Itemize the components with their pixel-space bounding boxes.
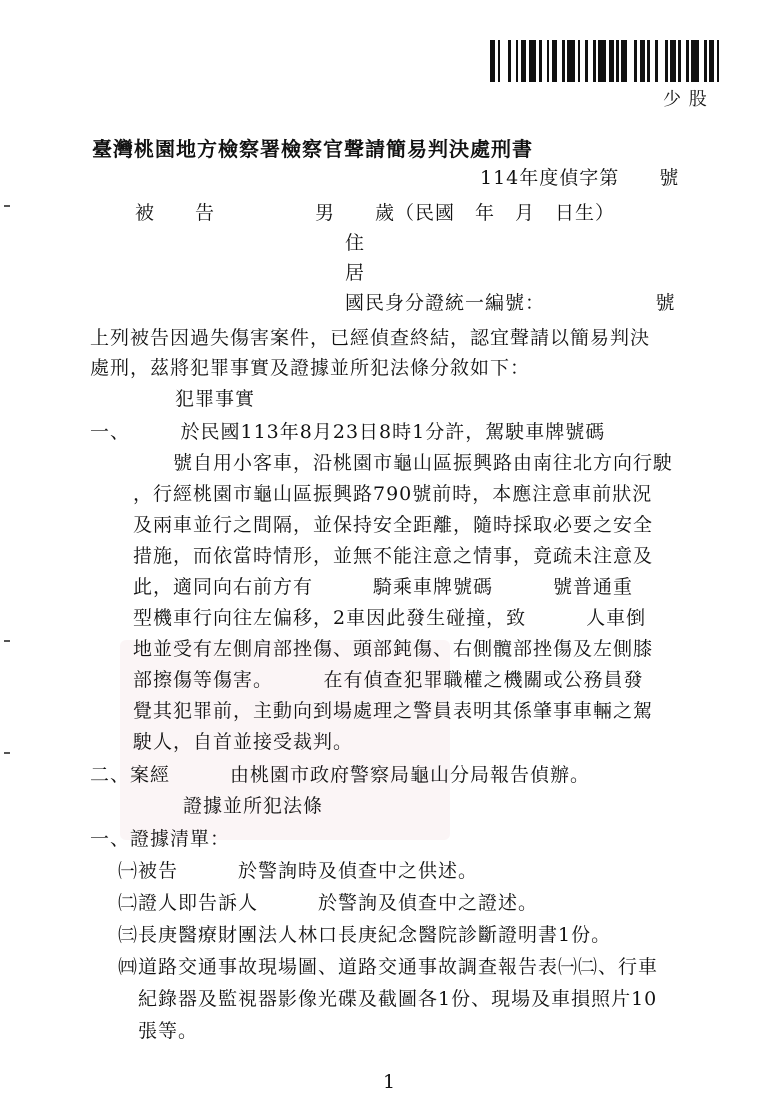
defendant-line: 被 告 男 歲（民國 年 月 日生） (135, 202, 616, 224)
fact-line: 號自用小客車，沿桃園市龜山區振興路由南往北方向行駛 (133, 452, 674, 474)
fact-line: 覺其犯罪前，主動向到場處理之警員表明其係肇事車輛之駕 (133, 700, 654, 722)
fact-line: 地並受有左側肩部挫傷、頭部鈍傷、右側髖部挫傷及左側膝 (133, 638, 654, 660)
fact-line: ，行經桃園市龜山區振興路790號前時，本應注意車前狀況 (133, 483, 653, 505)
barcode-bar (627, 40, 635, 82)
barcode-bar (719, 40, 724, 82)
fact-paragraph-2: 二、案經 由桃園市政府警察局龜山分局報告偵辦。 (90, 764, 591, 786)
fact-line: 及兩車並行之間隔，並保持安全距離，隨時採取必要之安全 (133, 514, 654, 536)
fact-line: 措施，而依當時情形，並無不能注意之情事，竟疏未注意及 (133, 545, 654, 567)
fact-line: 部擦傷等傷害。 在有偵查犯罪職權之機關或公務員發 (133, 669, 644, 691)
address-line-1: 住 (345, 232, 366, 254)
scan-margin-mark (4, 205, 10, 207)
document-title: 臺灣桃園地方檢察署檢察官聲請簡易判決處刑書 (92, 137, 533, 161)
barcode (490, 40, 725, 82)
barcode-bar (691, 40, 699, 82)
fact-line: 一、 於民國113年8月23日8時1分許，駕駛車牌號碼 (90, 421, 606, 443)
scan-margin-mark (4, 640, 10, 642)
barcode-bar (658, 40, 666, 82)
address-line-2: 居 (345, 262, 366, 284)
fact-line: 此，適同向右前方有 騎乘車牌號碼 號普通重 (133, 576, 634, 598)
evidence-item: 張等。 (118, 1020, 199, 1042)
barcode-bar (500, 40, 508, 82)
case-number: 114年度偵字第 號 (480, 167, 680, 189)
page-number: 1 (383, 1071, 397, 1093)
evidence-heading: 一、證據清單： (90, 828, 231, 850)
intro-line-2: 處刑，茲將犯罪事實及證據並所犯法條分敘如下： (90, 357, 531, 379)
section-heading-facts: 犯罪事實 (175, 388, 256, 410)
barcode-bar (598, 40, 606, 82)
evidence-item: ㈡證人即告訴人 於警詢及偵查中之證述。 (118, 892, 539, 914)
section-heading-evidence: 證據並所犯法條 (183, 795, 324, 817)
id-number-line: 國民身分證統一編號： 號 (345, 292, 676, 314)
evidence-item: ㈣道路交通事故現場圖、道路交通事故調查報告表㈠㈡、行車 (118, 956, 659, 978)
evidence-item: ㈢長庚醫療財團法人林口長庚紀念醫院診斷證明書1份。 (118, 924, 612, 946)
fact-line: 型機車行向往左偏移，2車因此發生碰撞，致 人車倒 (133, 607, 647, 629)
scan-margin-mark (4, 752, 10, 754)
evidence-item: 紀錄器及監視器影像光碟及截圖各1份、現場及車損照片10 (118, 988, 658, 1010)
fact-line: 駛人，自首並接受裁判。 (133, 731, 354, 753)
barcode-bar (529, 40, 537, 82)
evidence-item: ㈠被告 於警詢時及偵查中之供述。 (118, 860, 479, 882)
barcode-bar (567, 40, 575, 82)
intro-line-1: 上列被告因過失傷害案件，已經偵查終結，認宜聲請以簡易判決 (90, 327, 651, 349)
office-code: 少 股 (663, 89, 708, 110)
